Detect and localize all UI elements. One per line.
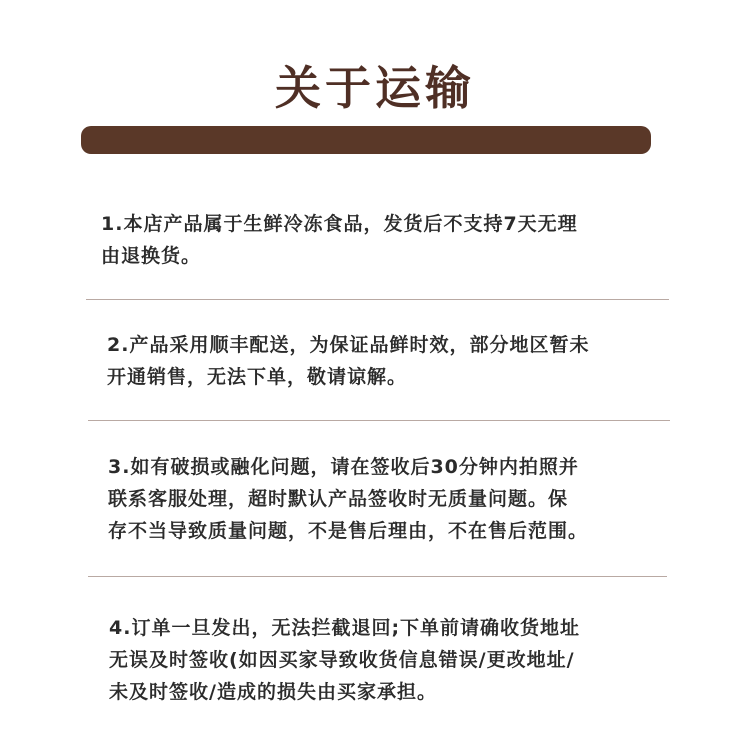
note-line: 1.本店产品属于生鲜冷冻食品，发货后不支持7天无理: [101, 213, 578, 235]
note-line: 由退换货。: [101, 245, 202, 267]
shipping-note-1: [101, 208, 578, 272]
divider: [88, 420, 670, 421]
note-line: 2.产品采用顺丰配送，为保证品鲜时效，部分地区暂未: [107, 334, 590, 356]
title-underline-bar: [81, 126, 651, 154]
note-line: 开通销售，无法下单，敬请谅解。: [107, 366, 408, 388]
divider: [86, 299, 669, 300]
note-line: 无误及时签收(如因买家导致收货信息错误/更改地址/: [109, 649, 575, 671]
note-line: 存不当导致质量问题，不是售后理由，不在售后范围。: [108, 520, 589, 542]
divider: [88, 576, 667, 577]
note-line: 未及时签收/造成的损失由买家承担。: [109, 681, 437, 703]
note-line: 4.订单一旦发出，无法拦截退回;下单前请确收货地址: [109, 617, 581, 639]
note-line: 联系客服处理，超时默认产品签收时无质量问题。保: [108, 488, 569, 510]
note-line: 3.如有破损或融化问题，请在签收后30分钟内拍照并: [108, 456, 579, 478]
page-title: 关于运输: [275, 61, 475, 115]
shipping-note-4: [109, 612, 580, 708]
shipping-note-2: [107, 329, 589, 393]
shipping-note-3: [108, 451, 588, 547]
